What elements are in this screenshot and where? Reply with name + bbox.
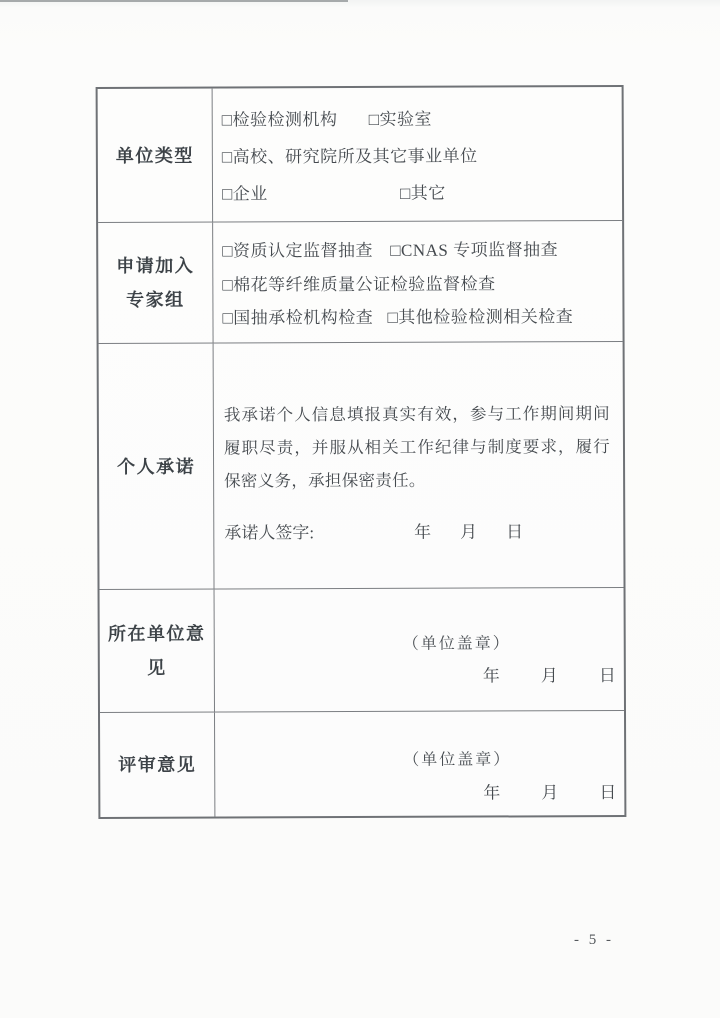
checkbox-option-qualification-supervision: □资质认定监督抽查 (222, 240, 374, 261)
option-line (222, 104, 618, 131)
checkbox-option-national-sampling-inspection: □国抽承检机构检查 (222, 308, 374, 328)
table-row-expert-group (98, 220, 622, 343)
unit-type-options (213, 87, 623, 222)
date-day-label: 日 (599, 783, 617, 803)
table-row-review-opinion (100, 710, 624, 817)
date-month-label: 月 (540, 666, 558, 686)
unit-seal-placeholder: （单位盖章） (403, 751, 512, 769)
checkbox-option-laboratory: □实验室 (368, 109, 433, 129)
option-line (222, 302, 618, 329)
row-label-employer-opinion (100, 590, 215, 712)
option-line (222, 235, 618, 262)
checkbox-option-cotton-fiber-inspection: □棉花等纤维质量公证检验监督检查 (222, 273, 496, 295)
date-day-label: 日 (598, 666, 616, 686)
checkbox-option-cnas-supervision: □CNAS 专项监督抽查 (390, 239, 559, 260)
opinion-date-placeholder (483, 778, 616, 804)
unit-seal-placeholder: （单位盖章） (402, 635, 511, 653)
checkbox-option-other-inspection: □其他检验检测相关检查 (387, 307, 574, 328)
date-month-label: 月 (460, 522, 478, 542)
signature-line (224, 517, 610, 543)
row-label-expert-group (98, 223, 213, 343)
row-label-text-line2: 专家组 (126, 289, 185, 310)
row-label-unit-type (98, 89, 214, 222)
opinion-date-placeholder (483, 661, 616, 687)
row-label-text: 个人承诺 (117, 456, 196, 477)
option-line (222, 141, 618, 168)
application-form-table (96, 85, 627, 819)
checkbox-option-other-unit: □其它 (399, 183, 446, 203)
table-row-unit-type (98, 87, 623, 222)
scan-artifact-top-edge (0, 0, 348, 2)
option-line (222, 269, 618, 296)
expert-group-options (213, 221, 622, 343)
row-label-review-opinion (100, 713, 215, 817)
row-label-text-line1: 申请加入 (116, 255, 195, 276)
date-month-label: 月 (541, 783, 559, 803)
review-opinion-content (215, 711, 624, 817)
date-year-label: 年 (414, 522, 432, 542)
table-row-employer-opinion (100, 587, 624, 712)
row-label-text: 评审意见 (118, 754, 197, 775)
date-year-label: 年 (482, 666, 500, 686)
row-label-text: 单位类型 (115, 145, 194, 166)
signature-date-placeholder (414, 517, 523, 542)
employer-opinion-content (215, 588, 624, 712)
table-row-personal-commitment (99, 341, 624, 589)
row-label-text: 所在单位意见 (107, 623, 206, 678)
checkbox-option-enterprise: □企业 (221, 184, 268, 204)
checkbox-option-university-research-institute: □高校、研究院所及其它事业单位 (221, 146, 478, 167)
date-year-label: 年 (483, 783, 501, 803)
commitment-statement: 我承诺个人信息填报真实有效，参与工作期间期间履职尽责，并服从相关工作纪律与制度要求，履行保密义务，承担保密责任。 (223, 404, 611, 491)
signature-label: 承诺人签字: (224, 523, 315, 543)
checkbox-option-inspection-testing-institution: □检验检测机构 (221, 110, 338, 130)
personal-commitment-content (214, 342, 624, 589)
date-day-label: 日 (506, 522, 524, 542)
page-number: - 5 - (574, 932, 614, 948)
row-label-personal-commitment (99, 344, 215, 589)
option-line (222, 178, 618, 205)
